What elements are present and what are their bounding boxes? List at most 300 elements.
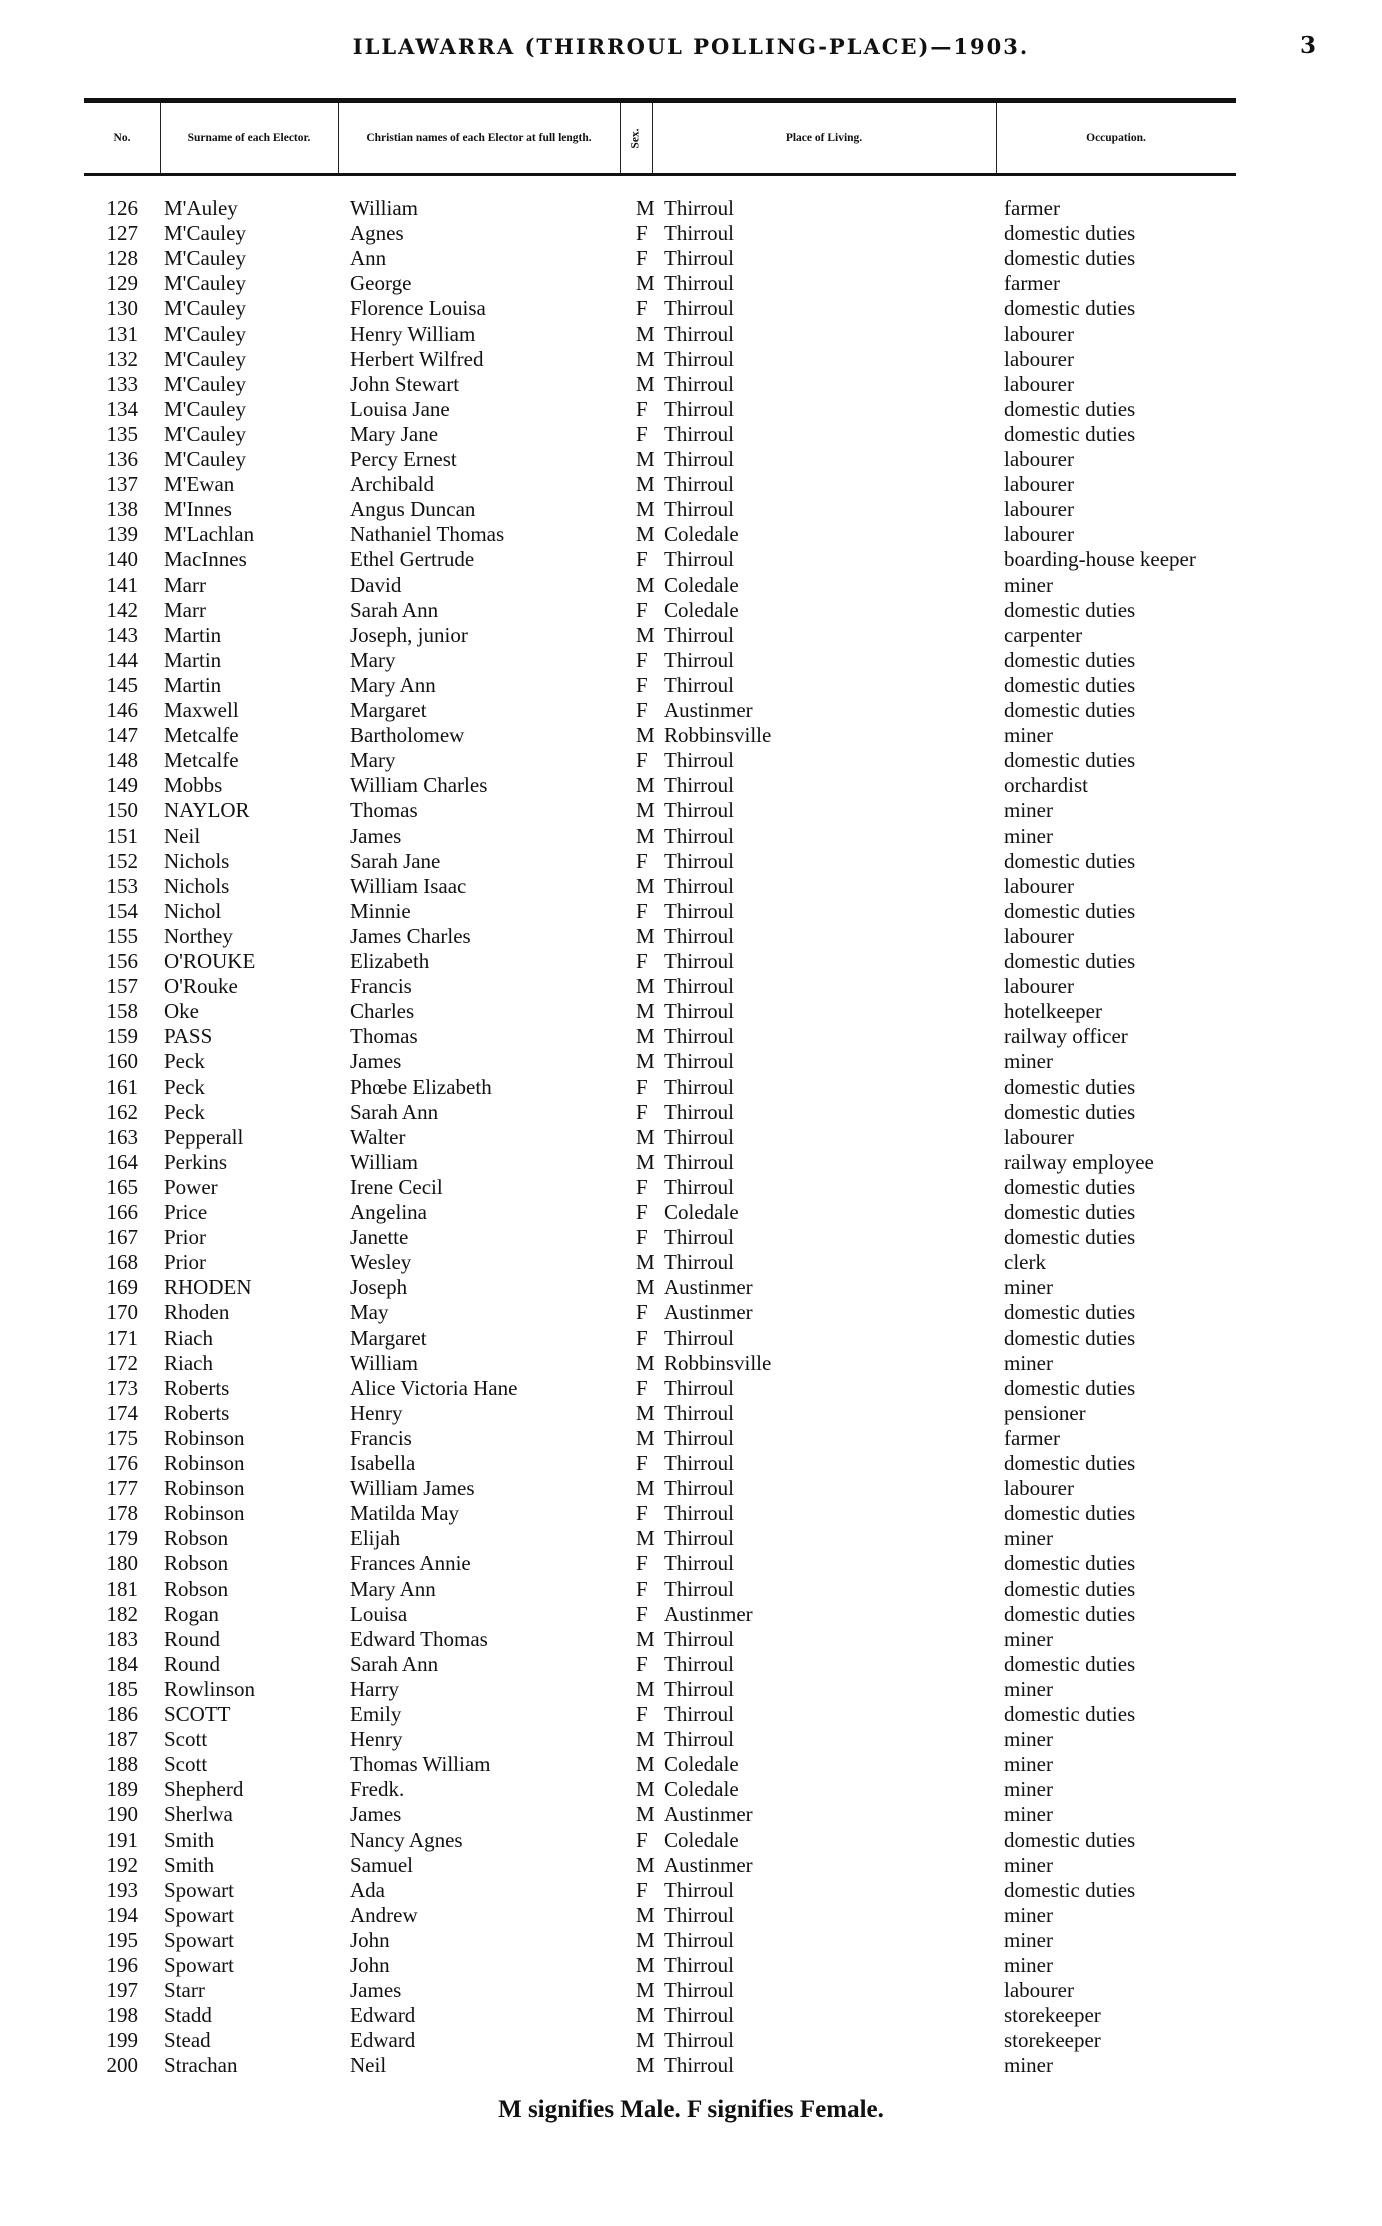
elector-place: Robbinsville: [664, 723, 772, 748]
elector-christian-names: Elizabeth: [350, 949, 430, 973]
elector-sex: F: [636, 221, 648, 246]
elector-sex: F: [636, 1300, 648, 1325]
elector-sex: M: [636, 1978, 655, 2003]
table-row: [0, 547, 1382, 572]
table-row: [0, 372, 1382, 397]
elector-occupation: domestic duties: [1004, 1451, 1136, 1475]
elector-place: Thirroul: [664, 923, 734, 948]
elector-christian-names: James: [350, 823, 402, 848]
elector-surname: Robinson: [164, 1476, 245, 1501]
elector-surname: Nichols: [164, 848, 230, 873]
elector-sex: F: [636, 296, 648, 321]
elector-christian-names: Fredk.: [350, 1777, 405, 1802]
elector-number: 162: [106, 1099, 138, 1124]
elector-number: 138: [106, 497, 138, 522]
table-row: [0, 1978, 1382, 2003]
elector-occupation: miner: [1004, 1526, 1053, 1551]
elector-surname: Spowart: [164, 1927, 234, 1952]
elector-surname: Rhoden: [164, 1300, 230, 1325]
table-row: [0, 798, 1382, 823]
elector-surname: Stadd: [164, 2003, 212, 2028]
table-row: [0, 397, 1382, 422]
elector-occupation: miner: [1004, 1802, 1053, 1827]
table-row: [0, 874, 1382, 899]
elector-occupation: domestic duties: [1004, 898, 1136, 923]
elector-surname: Scott: [164, 1727, 208, 1752]
elector-sex: M: [636, 1350, 655, 1375]
table-row: [0, 1853, 1382, 1878]
elector-surname: Smith: [164, 1827, 215, 1852]
table-row: [0, 1275, 1382, 1300]
elector-occupation: storekeeper: [1004, 2003, 1101, 2028]
elector-sex: F: [636, 1501, 648, 1526]
elector-number: 133: [106, 371, 138, 396]
elector-christian-names: Mary: [350, 748, 396, 773]
elector-sex: F: [636, 396, 648, 421]
elector-sex: M: [636, 2028, 655, 2053]
elector-occupation: orchardist: [1004, 773, 1088, 798]
table-row: [0, 1200, 1382, 1225]
elector-place: Austinmer: [664, 1601, 753, 1626]
elector-occupation: railway employee: [1004, 1149, 1154, 1174]
elector-occupation: miner: [1004, 1626, 1053, 1651]
elector-place: Coledale: [664, 1200, 739, 1224]
elector-surname: MacInnes: [164, 547, 247, 572]
table-row: [0, 1451, 1382, 1476]
elector-occupation: domestic duties: [1004, 246, 1136, 271]
table-row: [0, 1627, 1382, 1652]
elector-number: 182: [106, 1601, 138, 1626]
elector-place: Thirroul: [664, 1551, 734, 1576]
elector-surname: Northey: [164, 923, 233, 948]
elector-christian-names: John Stewart: [350, 371, 460, 396]
elector-surname: Roberts: [164, 1375, 230, 1400]
table-row: [0, 447, 1382, 472]
elector-place: Thirroul: [664, 1676, 734, 1701]
elector-number: 170: [106, 1300, 138, 1325]
elector-christian-names: May: [350, 1300, 389, 1325]
table-header: [84, 98, 1236, 176]
elector-christian-names: Walter: [350, 1124, 406, 1149]
elector-number: 146: [106, 698, 138, 722]
elector-place: Thirroul: [664, 1425, 734, 1450]
elector-number: 176: [106, 1451, 138, 1475]
elector-surname: Nichol: [164, 898, 222, 923]
elector-sex: M: [636, 371, 655, 396]
elector-number: 137: [106, 472, 138, 497]
elector-christian-names: Janette: [350, 1225, 409, 1250]
elector-number: 195: [106, 1927, 138, 1952]
elector-number: 152: [106, 848, 138, 873]
elector-occupation: labourer: [1004, 1124, 1074, 1149]
table-row: [0, 1702, 1382, 1727]
table-row: [0, 623, 1382, 648]
elector-occupation: labourer: [1004, 346, 1074, 371]
elector-occupation: domestic duties: [1004, 1501, 1136, 1526]
elector-sex: F: [636, 1451, 648, 1475]
elector-surname: Prior: [164, 1225, 206, 1250]
elector-sex: F: [636, 1325, 648, 1350]
table-row: [0, 1024, 1382, 1049]
elector-number: 194: [106, 1902, 138, 1927]
elector-surname: Maxwell: [164, 698, 239, 722]
elector-place: Thirroul: [664, 798, 734, 823]
table-row: [0, 1727, 1382, 1752]
elector-christian-names: William Isaac: [350, 873, 467, 898]
elector-sex: F: [636, 748, 648, 773]
elector-christian-names: Edward Thomas: [350, 1626, 488, 1651]
elector-place: Austinmer: [664, 1275, 753, 1300]
elector-christian-names: James: [350, 1978, 402, 2003]
elector-occupation: domestic duties: [1004, 1200, 1136, 1224]
table-row: [0, 1501, 1382, 1526]
elector-sex: M: [636, 773, 655, 798]
elector-occupation: domestic duties: [1004, 748, 1136, 773]
elector-number: 196: [106, 1953, 138, 1977]
elector-number: 167: [106, 1225, 138, 1250]
table-row: [0, 748, 1382, 773]
elector-occupation: domestic duties: [1004, 221, 1136, 246]
elector-occupation: miner: [1004, 2053, 1053, 2078]
elector-occupation: miner: [1004, 1777, 1053, 1802]
elector-surname: M'Cauley: [164, 371, 246, 396]
elector-sex: F: [636, 1200, 648, 1224]
table-row: [0, 924, 1382, 949]
elector-place: Thirroul: [664, 2028, 734, 2053]
elector-place: Thirroul: [664, 823, 734, 848]
table-row: [0, 1401, 1382, 1426]
elector-christian-names: Agnes: [350, 221, 404, 246]
table-row: [0, 1376, 1382, 1401]
elector-christian-names: Nathaniel Thomas: [350, 522, 505, 547]
table-row: [0, 1300, 1382, 1325]
elector-occupation: domestic duties: [1004, 1576, 1136, 1601]
elector-surname: Oke: [164, 999, 199, 1024]
elector-surname: M'Cauley: [164, 246, 246, 271]
elector-place: Austinmer: [664, 1802, 753, 1827]
elector-sex: M: [636, 522, 655, 547]
elector-occupation: miner: [1004, 1902, 1053, 1927]
elector-christian-names: Margaret: [350, 698, 427, 722]
elector-sex: M: [636, 1777, 655, 1802]
elector-sex: F: [636, 547, 648, 572]
elector-surname: Sherlwa: [164, 1802, 233, 1827]
elector-christian-names: Florence Louisa: [350, 296, 486, 321]
elector-occupation: domestic duties: [1004, 1074, 1136, 1099]
elector-surname: Round: [164, 1651, 221, 1676]
elector-place: Thirroul: [664, 1702, 734, 1726]
elector-place: Thirroul: [664, 672, 734, 697]
table-row: [0, 698, 1382, 723]
elector-occupation: labourer: [1004, 522, 1074, 547]
table-row: [0, 1049, 1382, 1074]
elector-surname: M'Cauley: [164, 321, 246, 346]
elector-number: 127: [106, 221, 138, 246]
elector-christian-names: Joseph, junior: [350, 622, 468, 647]
elector-place: Thirroul: [664, 1877, 734, 1902]
elector-occupation: miner: [1004, 1676, 1053, 1701]
elector-number: 165: [106, 1174, 138, 1199]
elector-number: 151: [106, 823, 138, 848]
elector-christian-names: Henry William: [350, 321, 476, 346]
table-row: [0, 1652, 1382, 1677]
elector-occupation: domestic duties: [1004, 597, 1136, 622]
elector-occupation: labourer: [1004, 873, 1074, 898]
elector-place: Thirroul: [664, 1250, 734, 1275]
elector-sex: M: [636, 1024, 655, 1049]
elector-place: Thirroul: [664, 622, 734, 647]
elector-sex: M: [636, 497, 655, 522]
elector-sex: F: [636, 421, 648, 446]
elector-christian-names: William: [350, 196, 418, 220]
elector-number: 140: [106, 547, 138, 572]
elector-occupation: miner: [1004, 1727, 1053, 1752]
page-number: 3: [1300, 32, 1317, 59]
elector-surname: M'Cauley: [164, 396, 246, 421]
elector-number: 186: [106, 1702, 138, 1726]
elector-occupation: domestic duties: [1004, 1174, 1136, 1199]
elector-sex: M: [636, 999, 655, 1024]
elector-number: 132: [106, 346, 138, 371]
elector-sex: M: [636, 447, 655, 471]
elector-number: 188: [106, 1752, 138, 1777]
elector-sex: M: [636, 1275, 655, 1300]
elector-christian-names: William Charles: [350, 773, 488, 798]
table-row: [0, 598, 1382, 623]
elector-number: 156: [106, 949, 138, 973]
elector-occupation: clerk: [1004, 1250, 1046, 1275]
table-row: [0, 1802, 1382, 1827]
elector-christian-names: Emily: [350, 1702, 402, 1726]
table-row: [0, 1777, 1382, 1802]
elector-place: Thirroul: [664, 396, 734, 421]
elector-occupation: storekeeper: [1004, 2028, 1101, 2053]
elector-christian-names: James: [350, 1049, 402, 1074]
elector-place: Thirroul: [664, 1400, 734, 1425]
elector-surname: RHODEN: [164, 1275, 252, 1300]
table-row: [0, 673, 1382, 698]
elector-surname: Robinson: [164, 1451, 245, 1475]
table-row: [0, 2003, 1382, 2028]
elector-number: 141: [106, 572, 138, 597]
elector-sex: M: [636, 823, 655, 848]
elector-christian-names: George: [350, 271, 412, 296]
elector-surname: PASS: [164, 1024, 213, 1049]
elector-place: Thirroul: [664, 1953, 734, 1977]
header-surname: Surname of each Elector.: [160, 103, 339, 173]
elector-number: 142: [106, 597, 138, 622]
elector-surname: Round: [164, 1626, 221, 1651]
elector-christian-names: Margaret: [350, 1325, 427, 1350]
elector-number: 150: [106, 798, 138, 823]
elector-surname: Robinson: [164, 1425, 245, 1450]
table-row: [0, 296, 1382, 321]
elector-surname: Spowart: [164, 1902, 234, 1927]
elector-number: 129: [106, 271, 138, 296]
elector-surname: M'Cauley: [164, 421, 246, 446]
elector-sex: M: [636, 321, 655, 346]
elector-occupation: miner: [1004, 1953, 1053, 1977]
elector-number: 168: [106, 1250, 138, 1275]
elector-number: 171: [106, 1325, 138, 1350]
legend-note: M signifies Male. F signifies Female.: [498, 2096, 884, 2123]
elector-occupation: miner: [1004, 823, 1053, 848]
elector-sex: F: [636, 1576, 648, 1601]
table-row: [0, 849, 1382, 874]
elector-number: 144: [106, 647, 138, 672]
elector-surname: Nichols: [164, 873, 230, 898]
elector-christian-names: Francis: [350, 1425, 412, 1450]
elector-sex: M: [636, 923, 655, 948]
elector-place: Thirroul: [664, 1049, 734, 1074]
elector-christian-names: Sarah Ann: [350, 597, 439, 622]
elector-number: 147: [106, 723, 138, 748]
elector-place: Thirroul: [664, 1476, 734, 1501]
elector-occupation: labourer: [1004, 923, 1074, 948]
elector-christian-names: Charles: [350, 999, 415, 1024]
elector-occupation: miner: [1004, 1049, 1053, 1074]
elector-number: 157: [106, 974, 138, 999]
table-row: [0, 1100, 1382, 1125]
elector-surname: Robson: [164, 1551, 229, 1576]
table-row: [0, 1828, 1382, 1853]
elector-number: 148: [106, 748, 138, 773]
elector-christian-names: James: [350, 1802, 402, 1827]
elector-christian-names: Bartholomew: [350, 723, 465, 748]
elector-place: Thirroul: [664, 898, 734, 923]
elector-sex: M: [636, 1676, 655, 1701]
table-row: [0, 1225, 1382, 1250]
elector-christian-names: Neil: [350, 2053, 387, 2078]
table-row: [0, 271, 1382, 296]
elector-christian-names: Isabella: [350, 1451, 416, 1475]
elector-surname: M'Cauley: [164, 221, 246, 246]
elector-sex: F: [636, 1702, 648, 1726]
elector-surname: M'Cauley: [164, 346, 246, 371]
elector-occupation: labourer: [1004, 1978, 1074, 2003]
elector-occupation: miner: [1004, 1350, 1053, 1375]
elector-surname: Price: [164, 1200, 208, 1224]
elector-christian-names: Frances Annie: [350, 1551, 471, 1576]
table-row: [0, 1526, 1382, 1551]
elector-christian-names: Thomas: [350, 1024, 418, 1049]
elector-place: Thirroul: [664, 547, 734, 572]
elector-surname: SCOTT: [164, 1702, 231, 1726]
elector-surname: O'ROUKE: [164, 949, 256, 973]
elector-christian-names: Sarah Ann: [350, 1099, 439, 1124]
elector-place: Coledale: [664, 1827, 739, 1852]
elector-sex: F: [636, 647, 648, 672]
elector-occupation: labourer: [1004, 1476, 1074, 1501]
elector-number: 179: [106, 1526, 138, 1551]
elector-sex: M: [636, 723, 655, 748]
elector-christian-names: Mary Ann: [350, 1576, 436, 1601]
elector-number: 191: [106, 1827, 138, 1852]
elector-surname: Metcalfe: [164, 723, 239, 748]
elector-surname: Smith: [164, 1852, 215, 1877]
elector-place: Thirroul: [664, 1727, 734, 1752]
table-row: [0, 1953, 1382, 1978]
table-row: [0, 723, 1382, 748]
table-row: [0, 1075, 1382, 1100]
elector-sex: F: [636, 597, 648, 622]
elector-place: Thirroul: [664, 447, 734, 471]
table-row: [0, 573, 1382, 598]
elector-occupation: pensioner: [1004, 1400, 1086, 1425]
table-row: [0, 522, 1382, 547]
elector-occupation: domestic duties: [1004, 1325, 1136, 1350]
elector-place: Thirroul: [664, 371, 734, 396]
elector-place: Thirroul: [664, 2003, 734, 2028]
elector-sex: F: [636, 1174, 648, 1199]
elector-place: Thirroul: [664, 1074, 734, 1099]
header-place: Place of Living.: [652, 103, 997, 173]
elector-place: Thirroul: [664, 2053, 734, 2078]
elector-occupation: miner: [1004, 723, 1053, 748]
elector-place: Thirroul: [664, 497, 734, 522]
elector-occupation: miner: [1004, 572, 1053, 597]
elector-surname: Martin: [164, 672, 222, 697]
elector-occupation: labourer: [1004, 497, 1074, 522]
elector-surname: Martin: [164, 622, 222, 647]
elector-surname: O'Rouke: [164, 974, 238, 999]
elector-surname: Peck: [164, 1049, 205, 1074]
elector-sex: M: [636, 873, 655, 898]
elector-christian-names: Ada: [350, 1877, 385, 1902]
elector-sex: F: [636, 1551, 648, 1576]
elector-occupation: domestic duties: [1004, 296, 1136, 321]
elector-christian-names: Thomas William: [350, 1752, 491, 1777]
elector-number: 200: [106, 2053, 138, 2078]
elector-surname: Mobbs: [164, 773, 223, 798]
elector-place: Austinmer: [664, 1852, 753, 1877]
elector-sex: M: [636, 1400, 655, 1425]
table-row: [0, 949, 1382, 974]
elector-number: 159: [106, 1024, 138, 1049]
elector-number: 181: [106, 1576, 138, 1601]
elector-christian-names: William: [350, 1350, 418, 1375]
elector-place: Thirroul: [664, 974, 734, 999]
elector-occupation: railway officer: [1004, 1024, 1128, 1049]
elector-occupation: domestic duties: [1004, 1827, 1136, 1852]
elector-occupation: domestic duties: [1004, 1702, 1136, 1726]
elector-place: Austinmer: [664, 698, 753, 722]
elector-occupation: miner: [1004, 1852, 1053, 1877]
elector-place: Thirroul: [664, 1526, 734, 1551]
elector-occupation: farmer: [1004, 271, 1060, 296]
elector-christian-names: David: [350, 572, 402, 597]
elector-place: Austinmer: [664, 1300, 753, 1325]
elector-sex: M: [636, 622, 655, 647]
table-row: [0, 648, 1382, 673]
table-row: [0, 1577, 1382, 1602]
elector-place: Thirroul: [664, 647, 734, 672]
elector-number: 153: [106, 873, 138, 898]
table-row: [0, 1677, 1382, 1702]
elector-surname: Marr: [164, 597, 206, 622]
elector-place: Thirroul: [664, 1626, 734, 1651]
elector-number: 192: [106, 1852, 138, 1877]
elector-number: 180: [106, 1551, 138, 1576]
elector-number: 134: [106, 396, 138, 421]
elector-occupation: domestic duties: [1004, 949, 1136, 973]
elector-occupation: domestic duties: [1004, 1300, 1136, 1325]
elector-surname: Robinson: [164, 1501, 245, 1526]
table-row: [0, 824, 1382, 849]
elector-number: 183: [106, 1626, 138, 1651]
elector-place: Thirroul: [664, 421, 734, 446]
elector-surname: M'Cauley: [164, 296, 246, 321]
